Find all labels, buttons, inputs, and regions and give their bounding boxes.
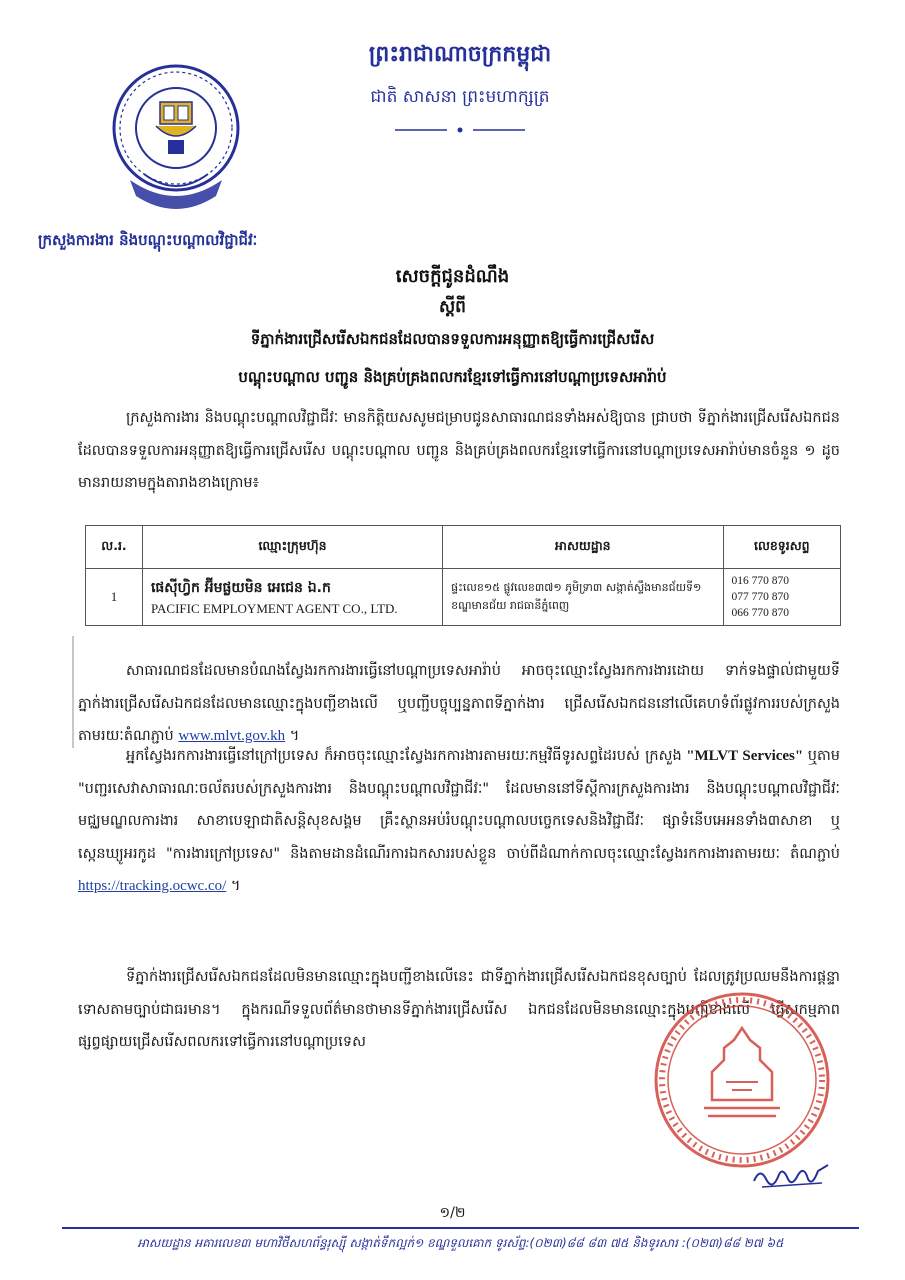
official-seal-stamp bbox=[652, 990, 832, 1170]
company-address: ផ្ទះលេខ១៥ ផ្លូវលេខ៣៧១ ភូមិទ្រា៣ សង្កាត់ស្ទឹងមានជ័យទី១ ខណ្ឌមានជ័យ រាជធានីភ្នំពេញ bbox=[443, 569, 723, 626]
phone-number: 077 770 870 bbox=[731, 591, 790, 603]
ministry-logo bbox=[110, 62, 242, 217]
notice-title: សេចក្តីជូនដំណឹង bbox=[395, 266, 510, 287]
margin-mark bbox=[72, 636, 74, 748]
footer-address: អាសយដ្ឋាន អគារលេខ៣ មហាវិថីសហព័ន្ធរុស្ស៊ី សង្កាត់ទឹកល្អក់១ ខណ្ឌទួលគោក ទូរស័ព្ទ:(០២៣)៨៨ ៨៣ ៧៥ និងទូរសារ :(០២៣)៨៨ ២៧ ៦៥ bbox=[137, 1236, 784, 1250]
notice-subject-line2: បណ្តុះបណ្តាល បញ្ជូន និងគ្រប់គ្រងពលករខ្មែរទៅធ្វើការនៅបណ្តាប្រទេសអារ៉ាប់ bbox=[238, 368, 667, 386]
app-paragraph bbox=[78, 740, 840, 903]
tracking-link[interactable]: https://tracking.ocwc.co/ bbox=[78, 878, 227, 894]
row-number: 1 bbox=[86, 569, 143, 626]
kingdom-heading: ព្រះរាជាណាចក្រកម្ពុជា bbox=[368, 42, 552, 67]
app-name: "MLVT Services" bbox=[681, 748, 808, 764]
header-company: ឈ្មោះក្រុមហ៊ុន bbox=[142, 526, 442, 569]
company-name-english: PACIFIC EMPLOYMENT AGENT CO., LTD. bbox=[150, 600, 398, 616]
header-no: ល.រ. bbox=[86, 526, 143, 569]
header-address: អាសយដ្ឋាន bbox=[443, 526, 723, 569]
agency-table bbox=[85, 525, 841, 626]
national-motto: ជាតិ សាសនា ព្រះមហាក្សត្រ bbox=[370, 87, 550, 107]
registration-paragraph bbox=[78, 655, 840, 753]
warning-paragraph: ទីភ្នាក់ងារជ្រើសរើសឯកជនដែលមិនមានឈ្មោះក្នុងបញ្ជីខាងលើនេះ ជាទីភ្នាក់ងារជ្រើសរើសឯកជនខុសច្បាប់ ដែលត្រូវប្រឈមនឹងការផ្តន្ទាទោសតាមច្បាប់ជាធរមាន។ ក្នុងករណីទទួលព័ត៌មានថាមានទីភ្នាក់ងារជ្រើសរើស ឯកជនដែលមិនមានឈ្មោះក្នុងបញ្ជីខាងលើ ធ្វើសកម្មភាពផ្សព្វផ្សាយជ្រើសរើសពលករទៅធ្វើការនៅបណ្តាប្រទេស bbox=[78, 969, 840, 1050]
sentence-end: ។ bbox=[285, 728, 300, 744]
phone-number: 066 770 870 bbox=[731, 607, 790, 619]
signature bbox=[752, 1157, 832, 1193]
notice-subject-line1: ទីភ្នាក់ងារជ្រើសរើសឯកជនដែលបានទទួលការអនុញ្ញាតឱ្យធ្វើការជ្រើសរើស bbox=[250, 330, 655, 348]
phone-cell bbox=[723, 569, 840, 626]
ministry-name: ក្រសួងការងារ និងបណ្តុះបណ្តាលវិជ្ជាជីវៈ bbox=[38, 231, 258, 249]
intro-paragraph: ក្រសួងការងារ និងបណ្តុះបណ្តាលវិជ្ជាជីវៈ មានកិត្តិយសសូមជម្រាបជូនសាធារណជនទាំងអស់ឱ្យបាន ជ្រាបថា ទីភ្នាក់ងារជ្រើសរើសឯកជនដែលបានទទួលការអនុញ្ញាតឱ្យធ្វើការជ្រើសរើស បណ្តុះបណ្តាល បញ្ជូន និងគ្រប់គ្រងពលករខ្មែរទៅធ្វើការនៅបណ្តាប្រទេសអារ៉ាប់មានចំនួន ១ ដូចមានរាយនាមក្នុងតារាងខាងក្រោម៖ bbox=[78, 410, 840, 491]
notice-subject-label: ស្តីពី bbox=[439, 297, 466, 317]
sentence-end: ។ bbox=[226, 878, 241, 894]
header-phone: លេខទូរសព្ទ bbox=[723, 526, 840, 569]
table-header-row bbox=[86, 526, 841, 569]
ornamental-divider bbox=[395, 118, 525, 124]
ministry-website-link[interactable]: www.mlvt.gov.kh bbox=[178, 728, 286, 744]
registration-text: សាធារណជនដែលមានបំណងស្វែងរកការងារធ្វើនៅបណ្តាប្រទេសអារ៉ាប់ អាចចុះឈ្មោះស្វែងរកការងារដោយ ទាក់ទងផ្ទាល់ជាមួយទីភ្នាក់ងារជ្រើសរើសឯកជនដែលមានឈ្មោះក្នុងបញ្ជីខាងលើ ឬបញ្ជីបច្ចុប្បន្នភាពទីភ្នាក់ងារ ជ្រើសរើសឯកជននៅលើគេហទំព័រផ្លូវការរបស់ក្រសួងតាមរយៈតំណភ្ជាប់ bbox=[78, 663, 840, 744]
page-number: ១/២ bbox=[439, 1205, 466, 1221]
phone-number: 016 770 870 bbox=[731, 575, 790, 587]
company-name-khmer: ផេស៊ីហ្វិក អ៊ីមផ្លយមិន អេជេន ឯ.ក bbox=[150, 579, 331, 596]
app-text-body: ឬតាម "បញ្ជរសេវាសាធារណៈចល័តរបស់ក្រសួងការងារ និងបណ្តុះបណ្តាលវិជ្ជាជីវៈ" ដែលមាននៅទីស្តីការក្រសួងការងារ និងបណ្តុះបណ្តាលវិជ្ជាជីវៈ មជ្ឈមណ្ឌលការងារ សាខាបេឡាជាតិសន្តិសុខសង្គម គ្រឹះស្ថានអប់រំបណ្តុះបណ្តាលបច្ចេកទេសនិងវិជ្ជាជីវៈ ផ្សាទំនើបអេអនទាំង៣សាខា ឬស្កេនឃ្យូអរកូដ "ការងារក្រៅប្រទេស" និងតាមដានដំណើរការឯកសាររបស់ខ្លួន ចាប់ពីដំណាក់កាលចុះឈ្មោះស្វែងរកការងារតាមរយៈ តំណភ្ជាប់ bbox=[78, 748, 840, 862]
footer-divider bbox=[62, 1227, 859, 1229]
company-cell bbox=[142, 569, 442, 626]
table-row bbox=[86, 569, 841, 626]
app-text-intro: អ្នកស្វែងរកការងារធ្វើនៅក្រៅប្រទេស ក៏អាចចុះឈ្មោះស្វែងរកការងារតាមរយៈកម្មវិធីទូរសព្ទដៃរបស់ ក្រសួង bbox=[126, 748, 682, 764]
